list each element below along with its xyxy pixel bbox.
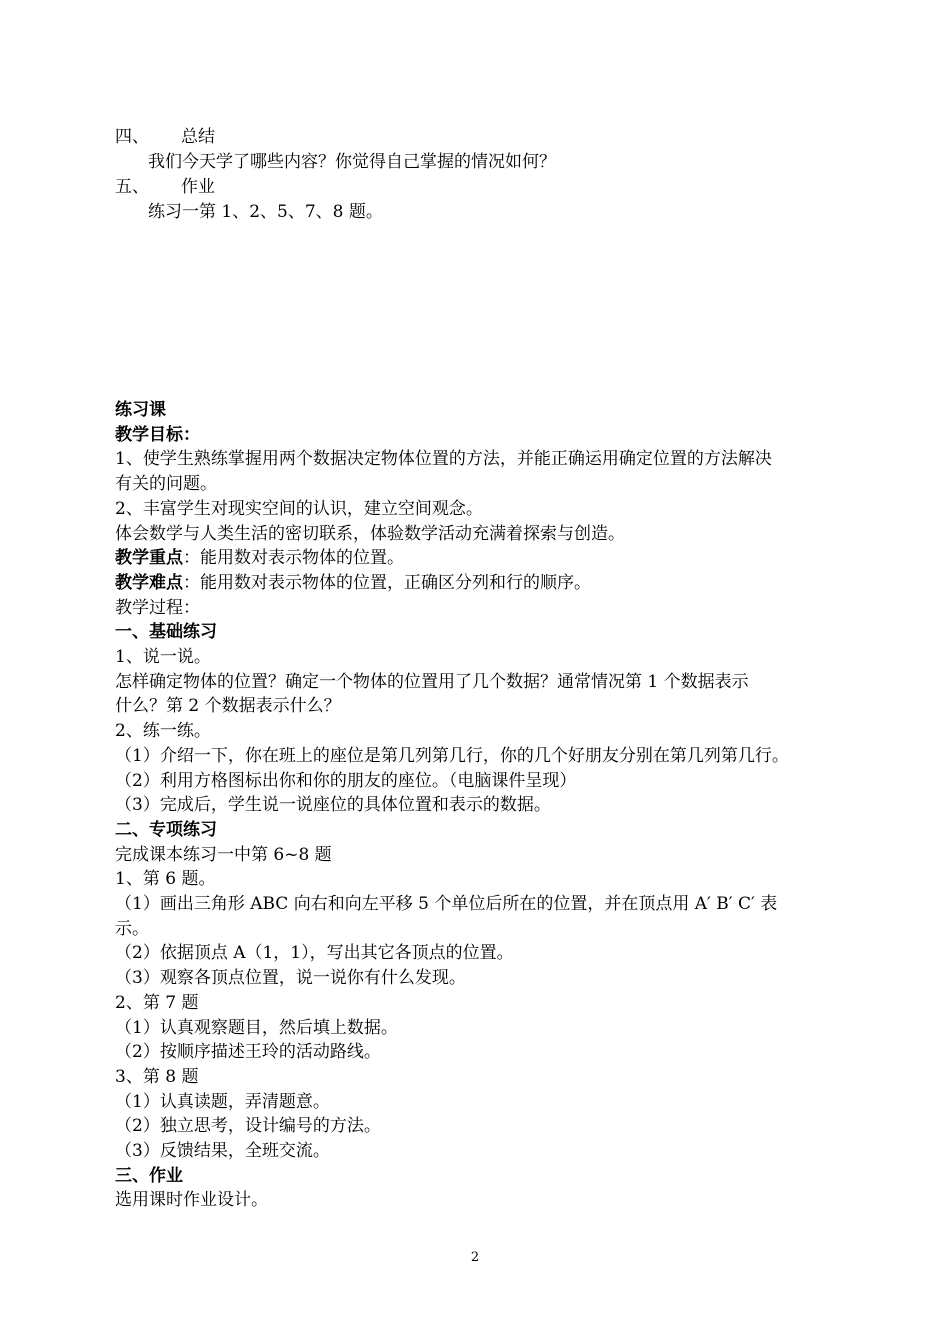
line-text: （1）认真观察题目，然后填上数据。 [115, 1017, 398, 1038]
line-text: 1、第 6 题。 [115, 869, 216, 890]
text-line [115, 571, 591, 596]
line-text: 2、练一练。 [115, 721, 211, 742]
line-text: 2、第 7 题 [115, 992, 199, 1013]
text-line [115, 472, 217, 497]
text-line [115, 447, 772, 472]
text-line [115, 596, 200, 621]
section-homework-heading [115, 175, 215, 200]
line-text: 练习课 [115, 400, 166, 420]
text-line [115, 620, 217, 645]
line-text: 教学过程： [115, 597, 200, 618]
text-line [115, 1016, 398, 1041]
text-line [115, 1040, 381, 1065]
text-line [115, 892, 777, 917]
summary-text: 我们今天学了哪些内容？你觉得自己掌握的情况如何？ [148, 152, 556, 172]
line-text: 怎样确定物体的位置？确定一个物体的位置用了几个数据？通常情况第 1 个数据表示 [115, 671, 749, 692]
line-text: （3）完成后，学生说一说座位的具体位置和表示的数据。 [115, 795, 551, 816]
text-line [115, 941, 514, 966]
line-text: 一、基础练习 [115, 622, 217, 643]
text-line [115, 719, 211, 744]
text-line [115, 497, 483, 522]
text-line [115, 522, 625, 547]
text-line [115, 818, 217, 843]
text-line [115, 398, 166, 423]
line-label: 教学重点 [115, 548, 183, 569]
line-text: （2）依据顶点 A（1，1），写出其它各顶点的位置。 [115, 943, 514, 964]
line-text: 1、使学生熟练掌握用两个数据决定物体位置的方法，并能正确运用确定位置的方法解决 [115, 449, 772, 470]
text-line [115, 769, 576, 794]
line-text: （2）按顺序描述王玲的活动路线。 [115, 1042, 381, 1063]
text-line [115, 1065, 198, 1090]
line-text: 2、丰富学生对现实空间的认识，建立空间观念。 [115, 498, 483, 519]
text-line [115, 546, 404, 571]
line-text: （2）独立思考，设计编号的方法。 [115, 1116, 381, 1137]
line-text: ：能用数对表示物体的位置，正确区分列和行的顺序。 [183, 572, 591, 593]
homework-title: 作业 [181, 177, 215, 197]
line-text: （2）利用方格图标出你和你的朋友的座位。（电脑课件呈现） [115, 770, 577, 791]
line-text: 3、第 8 题 [115, 1066, 199, 1087]
line-text: 选用课时作业设计。 [115, 1190, 268, 1211]
text-line [115, 843, 332, 868]
text-line [115, 423, 200, 448]
text-line [115, 1090, 330, 1115]
line-text: 三、作业 [115, 1165, 183, 1186]
line-text: 二、专项练习 [115, 819, 217, 840]
text-line [115, 793, 551, 818]
line-text: （1）认真读题，弄清题意。 [115, 1091, 330, 1112]
line-text: 什么？第 2 个数据表示什么？ [115, 696, 341, 717]
line-text: （3）反馈结果，全班交流。 [115, 1141, 330, 1161]
text-line [115, 645, 211, 670]
homework-text: 练习一第 1、2、5、7、8 题。 [148, 202, 383, 222]
text-line [115, 1139, 330, 1164]
text-line [115, 670, 749, 695]
line-text: （1）画出三角形 ABC 向右和向左平移 5 个单位后所在的位置，并在顶点用 A′ B′ C′ 表 [115, 894, 778, 914]
line-text: （3）观察各顶点位置，说一说你有什么发现。 [115, 968, 466, 989]
summary-title: 总结 [181, 127, 215, 147]
summary-number: 四、 [115, 127, 149, 147]
line-text: 完成课本练习一中第 6~8 题 [115, 844, 332, 865]
line-label: 教学难点 [115, 572, 183, 593]
text-line [115, 867, 215, 892]
text-line [115, 966, 466, 991]
text-line [115, 917, 149, 942]
line-text: （1）介绍一下，你在班上的座位是第几列第几行，你的几个好朋友分别在第几列第几行。 [115, 745, 789, 766]
section-summary-heading [115, 125, 215, 150]
line-text: 有关的问题。 [115, 474, 217, 495]
homework-number: 五、 [115, 177, 149, 197]
text-line [115, 694, 341, 719]
line-text: 体会数学与人类生活的密切联系，体验数学活动充满着探索与创造。 [115, 523, 625, 544]
line-text: 1、说一说。 [115, 647, 211, 667]
line-text: 示。 [115, 918, 149, 939]
line-text: 教学目标： [115, 424, 200, 445]
text-line [115, 1164, 183, 1189]
page-number: 2 [470, 1250, 480, 1265]
text-line [115, 1114, 381, 1139]
text-line [115, 744, 789, 769]
line-text: ：能用数对表示物体的位置。 [183, 548, 404, 569]
text-line [115, 1188, 268, 1213]
text-line [115, 991, 198, 1016]
